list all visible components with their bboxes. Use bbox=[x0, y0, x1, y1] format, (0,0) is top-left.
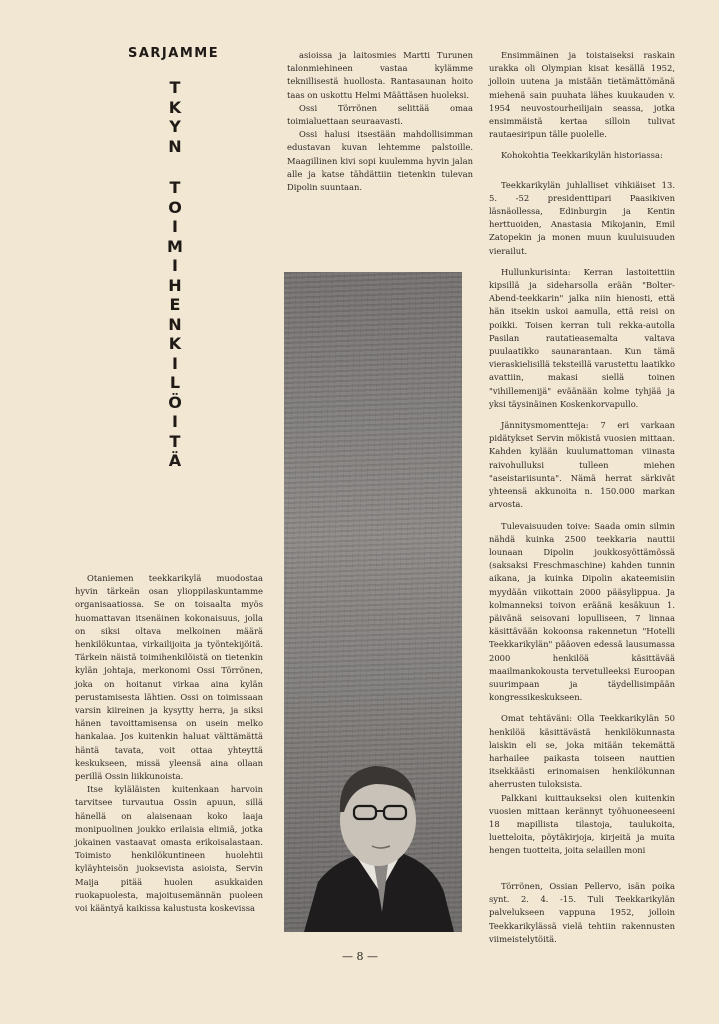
title-letter: I bbox=[172, 353, 178, 373]
paragraph: Teekkarikylän juhlalliset vihkiäiset 13. 5. -52 presidenttipari Paasikiven läsnäollessa, Edinburgin ja Kentin herttuoiden, Anastasia Mikojanin, Emil Zatopekin ja monen muun kuuluisuuden vierailut. bbox=[489, 179, 675, 256]
title-letter: H bbox=[168, 275, 182, 295]
paragraph: Otaniemen teekkarikylä muodostaa hyvin tärkeän osan ylioppilaskuntamme organisaatiossa. Se on toisaalta myös huomattavan itsenäinen kokonaisuus, jolla on siksi oltava melkoinen määrä henkilökuntaa, virkailijoita ja työntekijöitä. Tärkein näistä toimihenkilöistä on tietenkin kylän johtaja, merkonomi Ossi Törrönen, joka on hoitanut virkaa aina kylän perustamisesta lähtien. Ossi on toimissaan varsin kiireinen ja kysytty herra, ja siksi hänen tavoittamisensa on usein melko hankalaa. Jos kuitenkin haluat välttämättä häntä tavata, voit ottaa yhteyttä keskukseen, missä yleensä aina ollaan perillä Ossin liikkunoista. bbox=[75, 573, 263, 782]
title-letter: T bbox=[169, 431, 181, 451]
title-letter: T bbox=[169, 178, 181, 197]
title-letter: O bbox=[168, 197, 182, 217]
portrait-figure bbox=[284, 272, 462, 932]
title-letter: K bbox=[168, 334, 182, 353]
paragraph: Palkkani kuittaukseksi olen kuitenkin vuosien mittaan kerännyt työhuoneeseeni 18 mapillista tilastoja, taulukoita, luetteloita, pöytäkirjoja, kirjeitä ja muita hengen tuotteita, joita selaillen moni bbox=[489, 792, 675, 856]
paragraph: Tulevaisuuden toive: Saada omin silmin nähdä kuinka 2500 teekkaria nauttii lounaan Dipolin joukkosyöttämössä (saksaksi Freschmaschine) kahden tunnin aikana, ja kuinka Dipolin akateemisiin myydään viikottain 2000 pääsylippua. Ja kolmanneksi toivon eräänä kesäkuun 1. päivänä seisovani lopulliseen, 7 linnaa käsittävään kokoonsa rakennetun "Hotelli Teekkarikylän" pääoven edessä lausumassa 2000 henkilöä käsittävää maailmankokousta tervetulleeksi Euroopan suurimpaan ja täydellisimpään kongressikeskukseen. bbox=[489, 520, 675, 703]
title-letter: Ö bbox=[168, 392, 182, 412]
paragraph: Ensimmäinen ja toistaiseksi raskain urakka oli Olympian kisat kesällä 1952, jolloin uutena ja mistään tietämättömänä miehenä sain puuhata lähes kuukauden v. 1954 neuvostourheilijain seassa, jotka ensimmäistä kertaa silloin tulivat rautaesiripun tälle puolelle. bbox=[489, 50, 675, 140]
vertical-title bbox=[160, 78, 190, 471]
portrait-photo bbox=[284, 272, 462, 932]
title-letter: N bbox=[168, 136, 182, 156]
title-letter: Y bbox=[169, 117, 181, 136]
title-letter: I bbox=[172, 412, 178, 431]
bio-note bbox=[489, 880, 675, 946]
title-letter: T bbox=[169, 78, 181, 97]
title-letter: I bbox=[172, 217, 178, 236]
page-number: — 8 — bbox=[342, 950, 378, 963]
series-label: SARJAMME bbox=[128, 46, 220, 61]
paragraph: Itse kyläläisten kuitenkaan harvoin tarvitsee turvautua Ossin apuun, sillä hänellä on alaisenaan koko laaja monipuolinen joukko erilaisia elimiä, jotka jokainen vastaavat omasta erikoisalastaan. Toimisto henkilökuntineen huolehtii kyläyhteisön juoksevista asioista, Servin Maija pitää huolen asukkaiden ruokapuolesta, majoitusemännän puoleen voi kääntyä kaikissa kalustusta koskevissa bbox=[75, 784, 263, 914]
title-letter: Ä bbox=[168, 451, 182, 470]
article-column-2 bbox=[287, 49, 473, 194]
paragraph: Törrönen, Ossian Pellervo, isän poika synt. 2. 4. -15. Tuli Teekkarikylän palvelukseen vappuna 1952, jolloin Teekkarikylässä vielä tehtiin rakennusten viimeistelytöitä. bbox=[489, 881, 675, 944]
paragraph: asioissa ja laitosmies Martti Turunen talonmiehineen vastaa kylämme teknillisestä huollosta. Rantasaunan hoito taas on uskottu Helmi Määttäsen huoleksi. bbox=[287, 50, 473, 100]
title-letter: N bbox=[168, 314, 182, 334]
paragraph: Omat tehtäväni: Olla Teekkarikylän 50 henkilöä käsittävästä henkilökunnasta laiskin eli se, joka mitään tekemättä harhailee paikasta toiseen nauttien itsekkäästi erinomaisen henkilökunnan aherrusten tuloksista. bbox=[489, 713, 675, 790]
title-letter: I bbox=[172, 256, 178, 275]
title-word-gap bbox=[160, 156, 190, 178]
title-letter: K bbox=[168, 97, 182, 117]
paragraph: Jännitysmomentteja: 7 eri varkaan pidätykset Servin mökistä vuosien mittaan. Kahden kylään kuulumattoman viinasta raivohulluksi tulleen miehen "aseistariisunta". Nämä herrat särkivät yhteensä akkunoita n. 150.000 markan arvosta. bbox=[489, 420, 675, 510]
title-letter: M bbox=[167, 236, 183, 256]
section-heading: Kohokohtia Teekkarikylän historiassa: bbox=[501, 150, 663, 161]
paragraph: Hullunkurisinta: Kerran lastoitettiin kipsillä ja sideharsolla erään "Bolter-Abend-teekkarin" jalka niin hienosti, että hän itsekin uskoi aamulla, että reisi on poikki. Toisen kerran tuli rekka-autolla Pasilan rautatieasemalta valtava puulaatikko saunarantaan. Kun tämä vieraskielisillä teksteillä varustettu laatikko avattiin, makasi siellä toinen "vihillemenijä" eväänään kolme tyhjää ja yksi täysinäinen Koskenkorvapullo. bbox=[489, 266, 675, 409]
article-column-1 bbox=[75, 572, 263, 915]
title-letter: L bbox=[169, 373, 181, 392]
article-column-3 bbox=[489, 49, 675, 858]
title-letter: E bbox=[169, 295, 181, 314]
paragraph: Ossi halusi itsestään mahdollisimman edustavan kuvan lehtemme palstoille. Maagillinen kivi sopi kuulemma hyvin jalan alle ja katse tähdättiin tietenkin tulevan Dipolin suuntaan. bbox=[287, 129, 473, 193]
paragraph: Ossi Törrönen selittää omaa toimialuettaan seuraavasti. bbox=[287, 102, 473, 127]
